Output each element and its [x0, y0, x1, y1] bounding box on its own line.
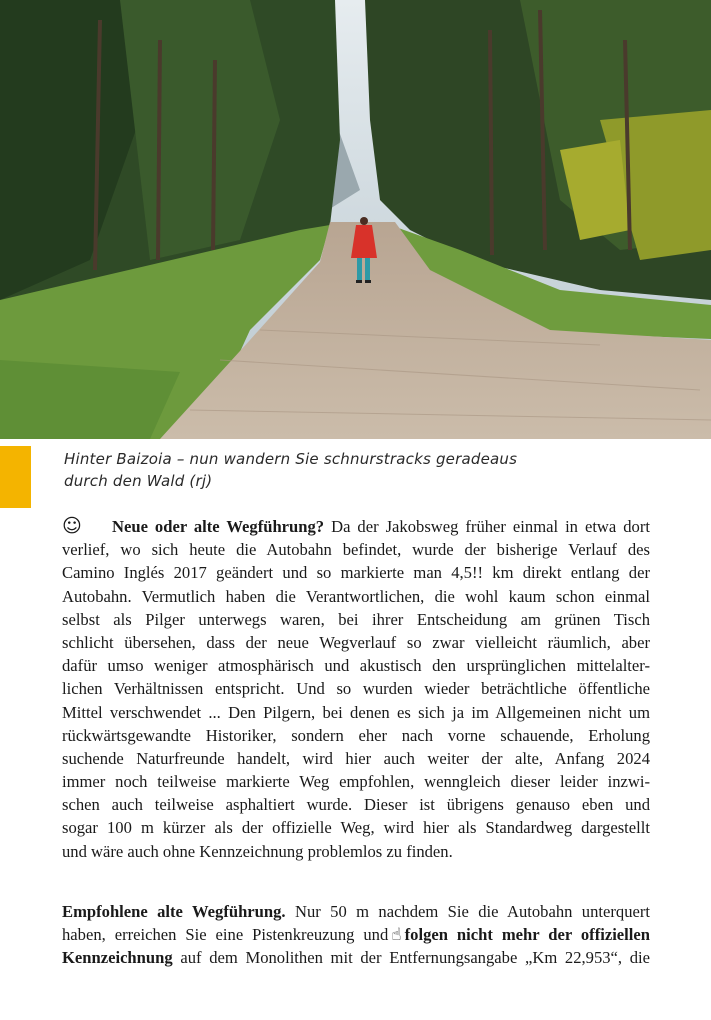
heading-recommended-route: Empfohlene alte Wegführung.: [62, 902, 286, 921]
caption-line-1: Hinter Baizoia – nun wandern Sie schnurstracks geradeaus: [64, 450, 518, 468]
text-span-bold: folgen nicht mehr der offiziellen: [404, 925, 650, 945]
text-line: lichen Verhältnissen entspricht. Und so wurden wieder beträchtliche öffentliche: [62, 679, 650, 699]
photo-caption: [64, 448, 664, 492]
text-line: Mittel verschwendet ... Den Pilgern, bei denen es sich ja im Allgemeinen nicht um: [62, 702, 650, 722]
paragraph-route-change: [62, 515, 650, 863]
hand-icon: ☝: [391, 925, 402, 946]
text-line: und wäre auch ohne Kennzeichnung problemlos zu finden.: [62, 841, 453, 861]
text-line: [62, 900, 650, 923]
text-line: schlicht übersehen, dass der neue Wegverlauf so zwar vielleicht räumlich, aber: [62, 632, 650, 652]
text-line: verlief, wo sich heute die Autobahn befindet, wurde der bisherige Verlauf des: [62, 540, 650, 560]
text-line: [62, 515, 650, 538]
text-line: [62, 946, 650, 969]
text-line: dafür umso weniger atmosphärisch und akustisch den ursprünglichen mittelalter-: [62, 656, 650, 676]
text-span: haben, erreichen Sie eine Pistenkreuzung und: [62, 925, 389, 945]
forest-path-photo: [0, 0, 711, 439]
text-span: auf dem Monolithen mit der Entfernungsangabe „Km 22,953“, die: [180, 948, 650, 968]
text-line: rückwärtsgewandte Historiker, sondern eher nach vorne schauende, Erholung: [62, 725, 650, 745]
text-line: sogar 100 m kürzer als der offizielle Weg, wird hier als Standardweg dargestellt: [62, 818, 650, 838]
paragraph-recommended-route: [62, 900, 650, 970]
accent-tab: [0, 446, 31, 508]
caption-line-2: durch den Wald (rj): [64, 472, 213, 490]
text-line: suchende Naturfreunde handelt, wird hier auch weiter der alte, Anfang 2024: [62, 748, 650, 768]
heading-route-change: Neue oder alte Wegführung?: [112, 517, 325, 536]
text-line: immer noch teilweise markierte Weg empfohlen, wenngleich dieser leider inzwi-: [62, 772, 650, 792]
text-span: Da der Jakobsweg früher einmal in etwa dort: [331, 517, 650, 536]
text-line: Camino Inglés 2017 geändert und so markierte man 4,5!! km direkt entlang der: [62, 563, 650, 583]
text-line: [62, 923, 650, 946]
text-line: selbst als Pilger unterwegs waren, bei ihrer Entscheidung am grünen Tisch: [62, 609, 650, 629]
text-span: Nur 50 m nachdem Sie die Autobahn unterquert: [294, 902, 650, 921]
text-line: schen auch teilweise asphaltiert wurde. Dieser ist übrigens genauso eben und: [62, 795, 650, 815]
text-span-bold: Kennzeichnung: [62, 948, 173, 968]
text-line: Autobahn. Vermutlich haben die Verantwortlichen, die wohl kaum schon einmal: [62, 586, 650, 606]
smiley-icon: ☺: [62, 515, 82, 537]
